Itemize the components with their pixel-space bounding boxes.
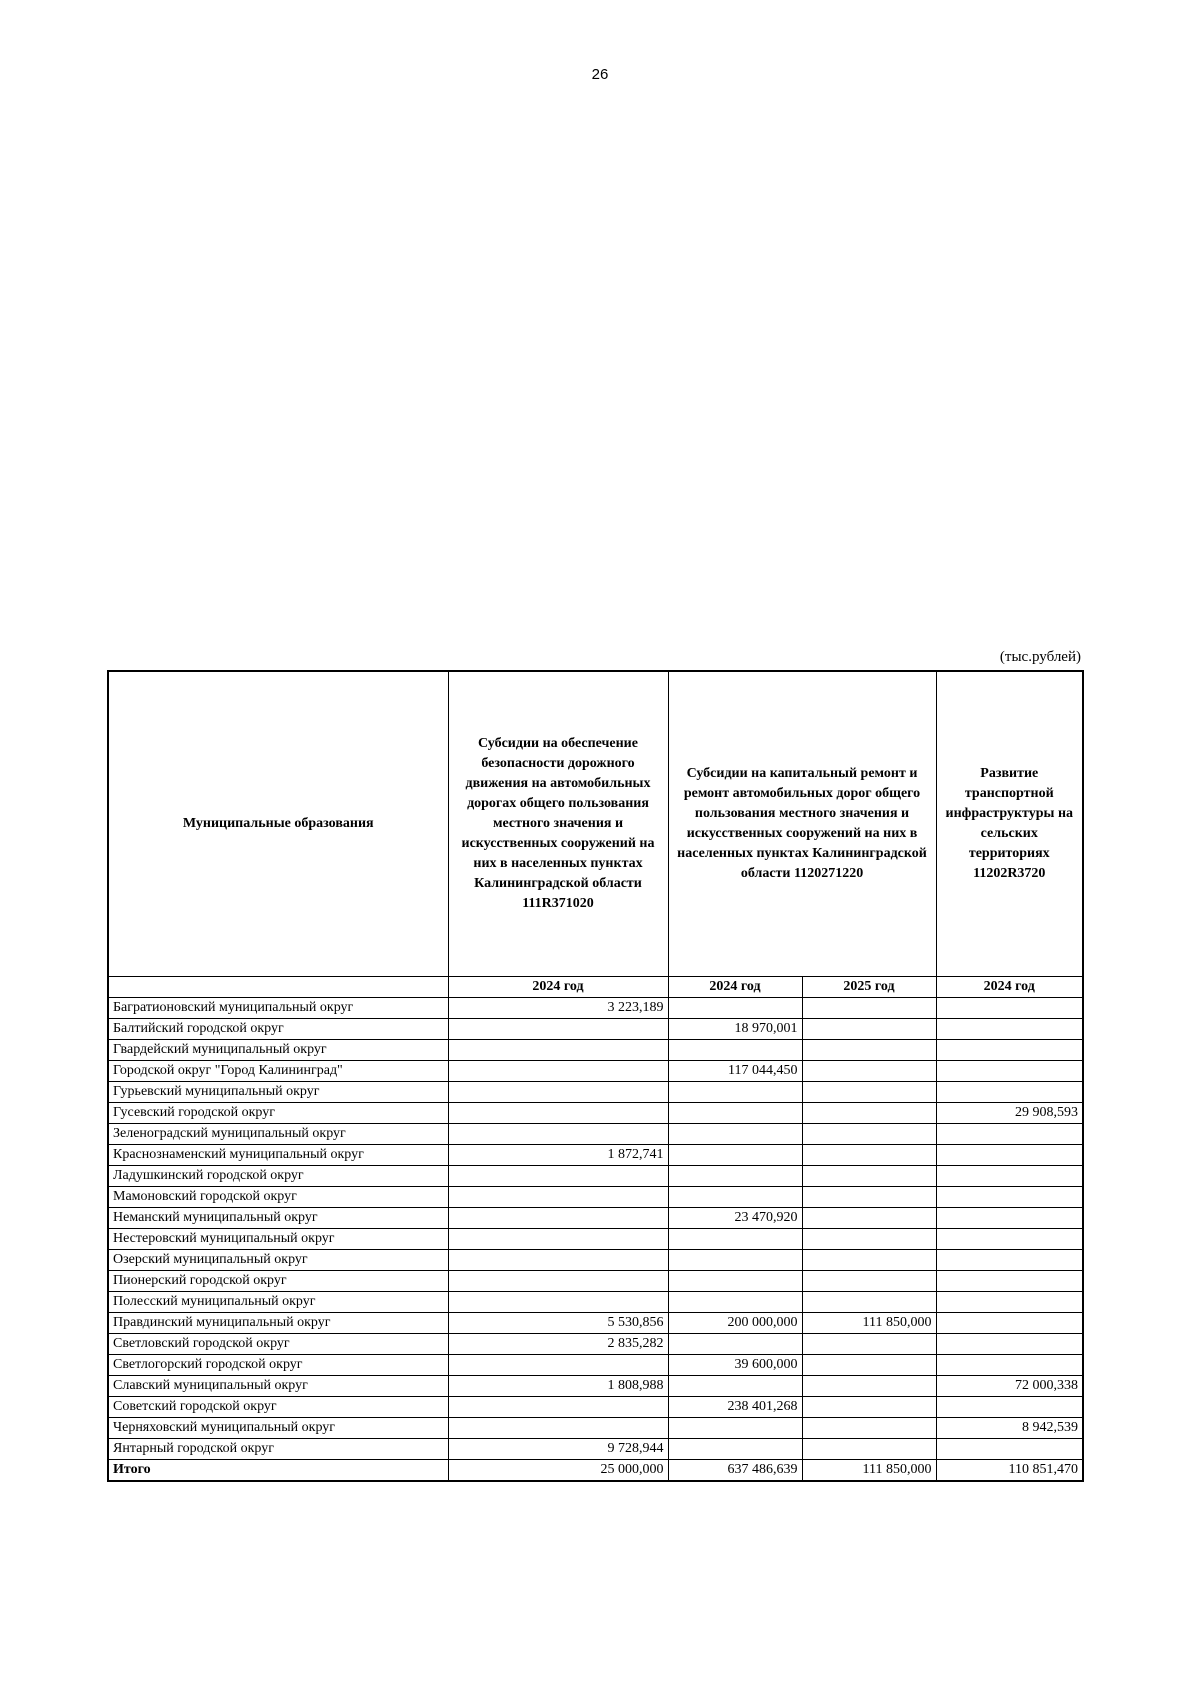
- table-row: [108, 1208, 1083, 1229]
- municipality-name: Янтарный городской округ: [108, 1439, 448, 1460]
- table-body: [108, 998, 1083, 1460]
- cell-value: [802, 1229, 936, 1250]
- cell-value: [802, 1271, 936, 1292]
- cell-value: [668, 998, 802, 1019]
- cell-value: [802, 1145, 936, 1166]
- cell-value: [936, 1229, 1083, 1250]
- table-row: [108, 1418, 1083, 1439]
- cell-value: [936, 1166, 1083, 1187]
- cell-value: [936, 1040, 1083, 1061]
- cell-value: [802, 1418, 936, 1439]
- cell-value: [802, 1103, 936, 1124]
- header-municipalities: Муниципальные образования: [108, 671, 448, 977]
- table-row: [108, 1271, 1083, 1292]
- year-header: 2024 год: [448, 977, 668, 998]
- cell-value: 117 044,450: [668, 1061, 802, 1082]
- cell-value: [802, 1061, 936, 1082]
- cell-value: [448, 1019, 668, 1040]
- municipality-name: Гусевский городской округ: [108, 1103, 448, 1124]
- cell-value: [936, 1334, 1083, 1355]
- total-value: 637 486,639: [668, 1460, 802, 1482]
- cell-value: 9 728,944: [448, 1439, 668, 1460]
- table-row: [108, 1061, 1083, 1082]
- table-row: [108, 1040, 1083, 1061]
- municipality-name: Гурьевский муниципальный округ: [108, 1082, 448, 1103]
- cell-value: [936, 1397, 1083, 1418]
- cell-value: [936, 1271, 1083, 1292]
- cell-value: [668, 1271, 802, 1292]
- cell-value: [802, 1166, 936, 1187]
- total-value: 25 000,000: [448, 1460, 668, 1482]
- cell-value: [448, 1250, 668, 1271]
- municipality-name: Гвардейский муниципальный округ: [108, 1040, 448, 1061]
- municipality-name: Светлогорский городской округ: [108, 1355, 448, 1376]
- cell-value: [802, 998, 936, 1019]
- cell-value: [936, 1019, 1083, 1040]
- cell-value: [448, 1166, 668, 1187]
- cell-value: [802, 1208, 936, 1229]
- cell-value: [802, 1250, 936, 1271]
- header-safety-subsidy: Субсидии на обеспечение безопасности дорожного движения на автомобильных дорогах общего пользования местного значения и искусственных сооружений на них в населенных пунктах Калининградской области 111R371020: [448, 671, 668, 977]
- cell-value: [448, 1271, 668, 1292]
- cell-value: [668, 1082, 802, 1103]
- municipality-name: Светловский городской округ: [108, 1334, 448, 1355]
- cell-value: 5 530,856: [448, 1313, 668, 1334]
- cell-value: [448, 1124, 668, 1145]
- cell-value: [448, 1355, 668, 1376]
- municipality-name: Правдинский муниципальный округ: [108, 1313, 448, 1334]
- municipality-name: Балтийский городской округ: [108, 1019, 448, 1040]
- cell-value: 1 872,741: [448, 1145, 668, 1166]
- municipality-name: Зеленоградский муниципальный округ: [108, 1124, 448, 1145]
- cell-value: [936, 1124, 1083, 1145]
- municipality-name: Багратионовский муниципальный округ: [108, 998, 448, 1019]
- cell-value: 8 942,539: [936, 1418, 1083, 1439]
- subsidy-table: [107, 670, 1084, 1482]
- cell-value: 200 000,000: [668, 1313, 802, 1334]
- table-row: [108, 1250, 1083, 1271]
- cell-value: 18 970,001: [668, 1019, 802, 1040]
- cell-value: [668, 1292, 802, 1313]
- cell-value: [448, 1061, 668, 1082]
- cell-value: 39 600,000: [668, 1355, 802, 1376]
- municipality-name: Черняховский муниципальный округ: [108, 1418, 448, 1439]
- table-row: [108, 1334, 1083, 1355]
- cell-value: [802, 1292, 936, 1313]
- cell-value: [448, 1208, 668, 1229]
- cell-value: [668, 1250, 802, 1271]
- cell-value: [668, 1418, 802, 1439]
- cell-value: [668, 1229, 802, 1250]
- cell-value: [936, 1082, 1083, 1103]
- cell-value: [448, 1418, 668, 1439]
- cell-value: [448, 1082, 668, 1103]
- year-header: 2024 год: [668, 977, 802, 998]
- cell-value: 72 000,338: [936, 1376, 1083, 1397]
- cell-value: [448, 1103, 668, 1124]
- cell-value: 3 223,189: [448, 998, 668, 1019]
- cell-value: [448, 1040, 668, 1061]
- units-label: (тыс.рублей): [999, 649, 1081, 665]
- cell-value: [802, 1439, 936, 1460]
- page-number: 26: [591, 66, 609, 83]
- table-row: [108, 1166, 1083, 1187]
- table-row: [108, 1355, 1083, 1376]
- cell-value: [668, 1187, 802, 1208]
- table-row: [108, 1229, 1083, 1250]
- table-row: [108, 1124, 1083, 1145]
- table-row: [108, 1019, 1083, 1040]
- table-row: [108, 1439, 1083, 1460]
- cell-value: [802, 1397, 936, 1418]
- cell-value: [802, 1187, 936, 1208]
- municipality-name: Неманский муниципальный округ: [108, 1208, 448, 1229]
- cell-value: [936, 1208, 1083, 1229]
- municipality-name: Городской округ "Город Калининград": [108, 1061, 448, 1082]
- cell-value: [802, 1355, 936, 1376]
- cell-value: [936, 1250, 1083, 1271]
- cell-value: [668, 1103, 802, 1124]
- municipality-name: Полесский муниципальный округ: [108, 1292, 448, 1313]
- cell-value: 111 850,000: [802, 1313, 936, 1334]
- cell-value: [936, 1187, 1083, 1208]
- cell-value: [936, 1061, 1083, 1082]
- header-rural-transport: Развитие транспортной инфраструктуры на сельских территориях 11202R3720: [936, 671, 1083, 977]
- table-row: [108, 1082, 1083, 1103]
- cell-value: [936, 1313, 1083, 1334]
- cell-value: [668, 1124, 802, 1145]
- total-label: Итого: [108, 1460, 448, 1482]
- cell-value: [668, 1040, 802, 1061]
- table-row: [108, 998, 1083, 1019]
- cell-value: [802, 1082, 936, 1103]
- table-row: [108, 1292, 1083, 1313]
- cell-value: [936, 998, 1083, 1019]
- table-row: [108, 1313, 1083, 1334]
- total-value: 110 851,470: [936, 1460, 1083, 1482]
- total-row: [108, 1460, 1083, 1482]
- table-row: [108, 1376, 1083, 1397]
- cell-value: [668, 1145, 802, 1166]
- cell-value: [448, 1187, 668, 1208]
- municipality-name: Советский городской округ: [108, 1397, 448, 1418]
- cell-value: [668, 1166, 802, 1187]
- cell-value: [448, 1397, 668, 1418]
- header-repair-subsidy: Субсидии на капитальный ремонт и ремонт автомобильных дорог общего пользования местного значения и искусственных сооружений на них в населенных пунктах Калининградской области 1120271220: [668, 671, 936, 977]
- cell-value: [668, 1376, 802, 1397]
- cell-value: 23 470,920: [668, 1208, 802, 1229]
- cell-value: [936, 1292, 1083, 1313]
- cell-value: [936, 1439, 1083, 1460]
- cell-value: 2 835,282: [448, 1334, 668, 1355]
- cell-value: 238 401,268: [668, 1397, 802, 1418]
- total-value: 111 850,000: [802, 1460, 936, 1482]
- cell-value: 29 908,593: [936, 1103, 1083, 1124]
- municipality-name: Краснознаменский муниципальный округ: [108, 1145, 448, 1166]
- cell-value: [802, 1040, 936, 1061]
- cell-value: [668, 1334, 802, 1355]
- table-row: [108, 1103, 1083, 1124]
- cell-value: [802, 1376, 936, 1397]
- cell-value: [936, 1355, 1083, 1376]
- cell-value: [448, 1229, 668, 1250]
- header-empty: [108, 977, 448, 998]
- cell-value: [802, 1334, 936, 1355]
- year-header: 2025 год: [802, 977, 936, 998]
- municipality-name: Мамоновский городской округ: [108, 1187, 448, 1208]
- table-row: [108, 1187, 1083, 1208]
- cell-value: [668, 1439, 802, 1460]
- year-header: 2024 год: [936, 977, 1083, 998]
- cell-value: [802, 1019, 936, 1040]
- cell-value: [802, 1124, 936, 1145]
- cell-value: [936, 1145, 1083, 1166]
- municipality-name: Славский муниципальный округ: [108, 1376, 448, 1397]
- municipality-name: Пионерский городской округ: [108, 1271, 448, 1292]
- cell-value: 1 808,988: [448, 1376, 668, 1397]
- municipality-name: Ладушкинский городской округ: [108, 1166, 448, 1187]
- table-row: [108, 1145, 1083, 1166]
- municipality-name: Озерский муниципальный округ: [108, 1250, 448, 1271]
- municipality-name: Нестеровский муниципальный округ: [108, 1229, 448, 1250]
- table-row: [108, 1397, 1083, 1418]
- cell-value: [448, 1292, 668, 1313]
